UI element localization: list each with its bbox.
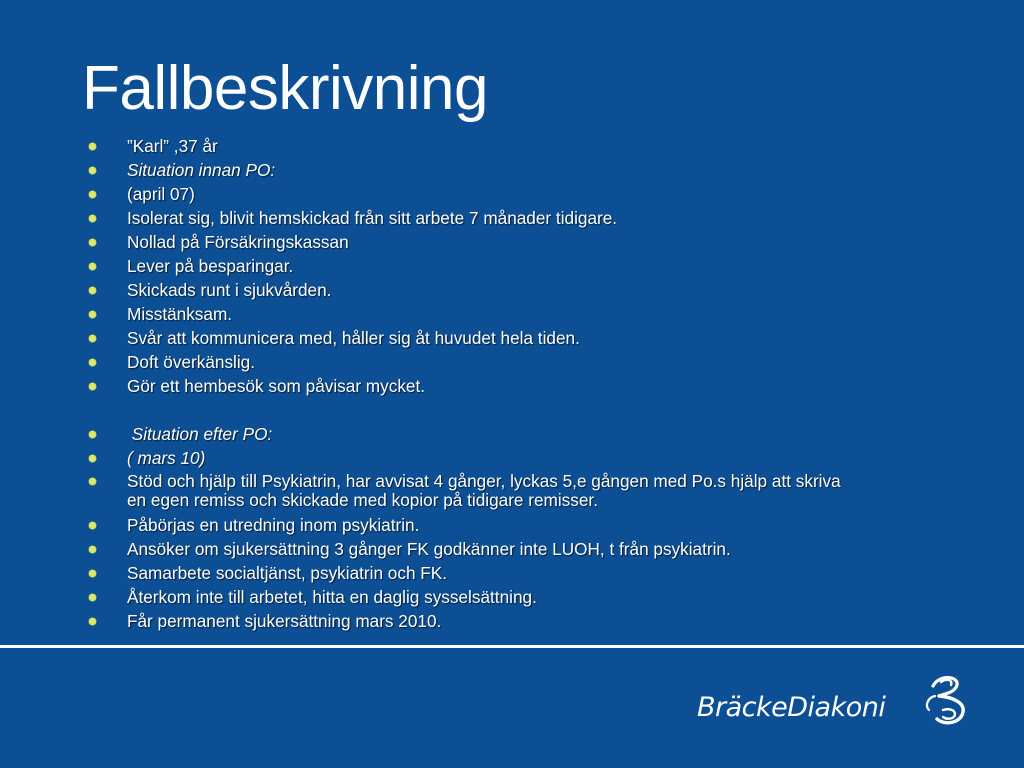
bullet-dot-icon [89, 143, 96, 150]
list-item [0, 446, 900, 470]
bullet-text: Lever på besparingar. [127, 256, 294, 276]
bullet-text: (april 07) [127, 184, 195, 204]
bullet-text: Återkom inte till arbetet, hitta en daglig sysselsättning. [127, 587, 537, 607]
list-item [0, 585, 900, 609]
bullet-text: Situation efter PO: [127, 424, 273, 444]
bullet-text: ”Karl” ,37 år [127, 136, 218, 156]
list-item [0, 561, 900, 585]
bullet-dot-icon [89, 478, 96, 485]
list-item [0, 609, 900, 633]
list-item [0, 326, 900, 350]
list-item [0, 302, 900, 326]
bullet-dot-icon [89, 167, 96, 174]
bullet-dot-icon [89, 618, 96, 625]
list-item [0, 134, 900, 158]
bullet-dot-icon [89, 359, 96, 366]
list-item [0, 537, 900, 561]
list-item [0, 513, 900, 537]
bullet-text: Isolerat sig, blivit hemskickad från sitt arbete 7 månader tidigare. [127, 208, 618, 228]
brand-name: BräckeDiakoni [697, 692, 886, 723]
bullet-text: Samarbete socialtjänst, psykiatrin och FK. [127, 563, 448, 583]
bullet-dot-icon [89, 311, 96, 318]
bullet-dot-icon [89, 455, 96, 462]
list-item [0, 254, 900, 278]
bullet-dot-icon [89, 546, 96, 553]
slide-title: Fallbeskrivning [82, 54, 489, 123]
bullet-text: Ansöker om sjukersättning 3 gånger FK godkänner inte LUOH, t från psykiatrin. [127, 539, 731, 559]
bullet-text: Stöd och hjälp till Psykiatrin, har avvisat 4 gånger, lyckas 5,e gången med Po.s hjälp att skriva en egen remiss och skickade med kopior på tidigare remisser. [127, 471, 846, 510]
list-item [0, 350, 900, 374]
bullet-text: Påbörjas en utredning inom psykiatrin. [127, 515, 420, 535]
footer-divider [0, 645, 1024, 648]
list-item [0, 470, 900, 513]
bullet-text: Nollad på Försäkringskassan [127, 232, 349, 252]
list-item [0, 206, 900, 230]
list-item [0, 158, 900, 182]
list-item [0, 278, 900, 302]
bullet-dot-icon [89, 522, 96, 529]
list-item [0, 374, 900, 398]
bullet-text: Skickads runt i sjukvården. [127, 280, 332, 300]
bullet-dot-icon [89, 191, 96, 198]
list-item [0, 182, 900, 206]
bullet-text: Svår att kommunicera med, håller sig åt huvudet hela tiden. [127, 328, 580, 348]
bracke-diakoni-swirl-logo-icon [903, 672, 971, 728]
bullet-dot-icon [89, 287, 96, 294]
bullet-dot-icon [89, 335, 96, 342]
bullet-text: ( mars 10) [127, 448, 206, 468]
bullet-text: Doft överkänslig. [127, 352, 256, 372]
list-spacer [0, 398, 900, 422]
bullet-dot-icon [89, 431, 96, 438]
bullet-dot-icon [89, 215, 96, 222]
bullet-text: Gör ett hembesök som påvisar mycket. [127, 376, 426, 396]
list-item [0, 230, 900, 254]
bullet-text: Misstänksam. [127, 304, 233, 324]
bullet-dot-icon [89, 570, 96, 577]
bullet-text: Får permanent sjukersättning mars 2010. [127, 611, 442, 631]
bullet-dot-icon [89, 594, 96, 601]
bullet-dot-icon [89, 239, 96, 246]
bullet-dot-icon [89, 263, 96, 270]
brand-logo [697, 672, 977, 732]
bullet-text: Situation innan PO: [127, 160, 276, 180]
bullet-list [0, 134, 900, 633]
list-item [0, 422, 900, 446]
bullet-dot-icon [89, 383, 96, 390]
